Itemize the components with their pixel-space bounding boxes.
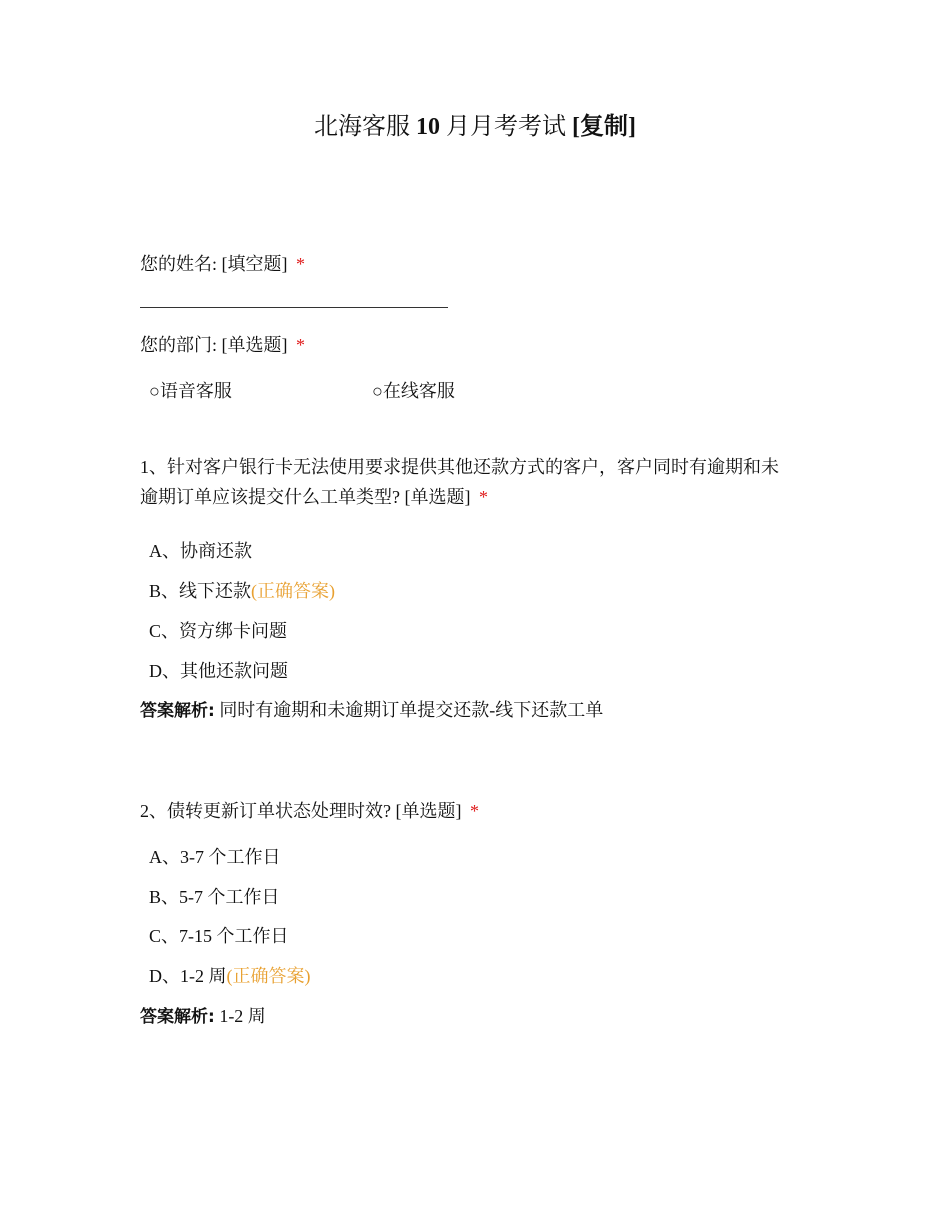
question-1-text-line1: 1、针对客户银行卡无法使用要求提供其他还款方式的客户，客户同时有逾期和未 bbox=[140, 457, 779, 477]
title-middle: 月月考考试 bbox=[446, 114, 566, 140]
question-2-option-a[interactable]: A、3-7 个工作日 bbox=[149, 847, 281, 867]
question-1-type-tag: [单选题] bbox=[404, 487, 471, 507]
correct-answer-mark: (正确答案) bbox=[251, 581, 336, 601]
analysis-label: 答案解析: bbox=[140, 701, 215, 721]
title-prefix: 北海客服 bbox=[314, 114, 410, 140]
name-question bbox=[140, 249, 820, 279]
dept-option-online[interactable]: ○在线客服 bbox=[372, 381, 455, 401]
question-1-option-b[interactable] bbox=[149, 576, 335, 606]
option-label: D、1-2 周 bbox=[149, 966, 227, 986]
question-1-option-c[interactable]: C、资方绑卡问题 bbox=[149, 621, 288, 641]
required-mark: * bbox=[296, 335, 306, 355]
analysis-text: 1-2 周 bbox=[219, 1006, 266, 1026]
question-2-option-b[interactable]: B、5-7 个工作日 bbox=[149, 887, 280, 907]
dept-option-voice[interactable]: ○语音客服 bbox=[149, 381, 232, 401]
question-2-option-d[interactable] bbox=[149, 961, 311, 991]
question-1-analysis bbox=[140, 695, 820, 726]
name-label: 您的姓名: bbox=[140, 254, 218, 274]
name-input-line[interactable] bbox=[140, 307, 448, 308]
page-title bbox=[0, 110, 950, 144]
question-1-option-a[interactable]: A、协商还款 bbox=[149, 541, 252, 561]
analysis-text: 同时有逾期和未逾期订单提交还款-线下还款工单 bbox=[219, 700, 604, 720]
analysis-label: 答案解析: bbox=[140, 1007, 215, 1027]
required-mark: * bbox=[470, 801, 479, 821]
question-1-text-line2: 逾期订单应该提交什么工单类型? bbox=[140, 487, 400, 507]
name-type-tag: [填空题] bbox=[221, 254, 288, 274]
question-2 bbox=[140, 796, 820, 826]
question-1-option-d[interactable]: D、其他还款问题 bbox=[149, 661, 288, 681]
title-suffix: [复制] bbox=[572, 114, 636, 140]
required-mark: * bbox=[296, 254, 306, 274]
title-number: 10 bbox=[416, 114, 440, 140]
question-2-text: 2、债转更新订单状态处理时效? bbox=[140, 801, 391, 821]
dept-question bbox=[140, 330, 820, 360]
question-2-analysis bbox=[140, 1001, 820, 1032]
required-mark: * bbox=[479, 487, 488, 507]
dept-label: 您的部门: bbox=[140, 335, 218, 355]
question-2-type-tag: [单选题] bbox=[395, 801, 462, 821]
question-2-option-c[interactable]: C、7-15 个工作日 bbox=[149, 926, 289, 946]
option-label: B、线下还款 bbox=[149, 581, 252, 601]
correct-answer-mark: (正确答案) bbox=[226, 966, 311, 986]
question-1 bbox=[140, 452, 820, 512]
dept-type-tag: [单选题] bbox=[221, 335, 288, 355]
